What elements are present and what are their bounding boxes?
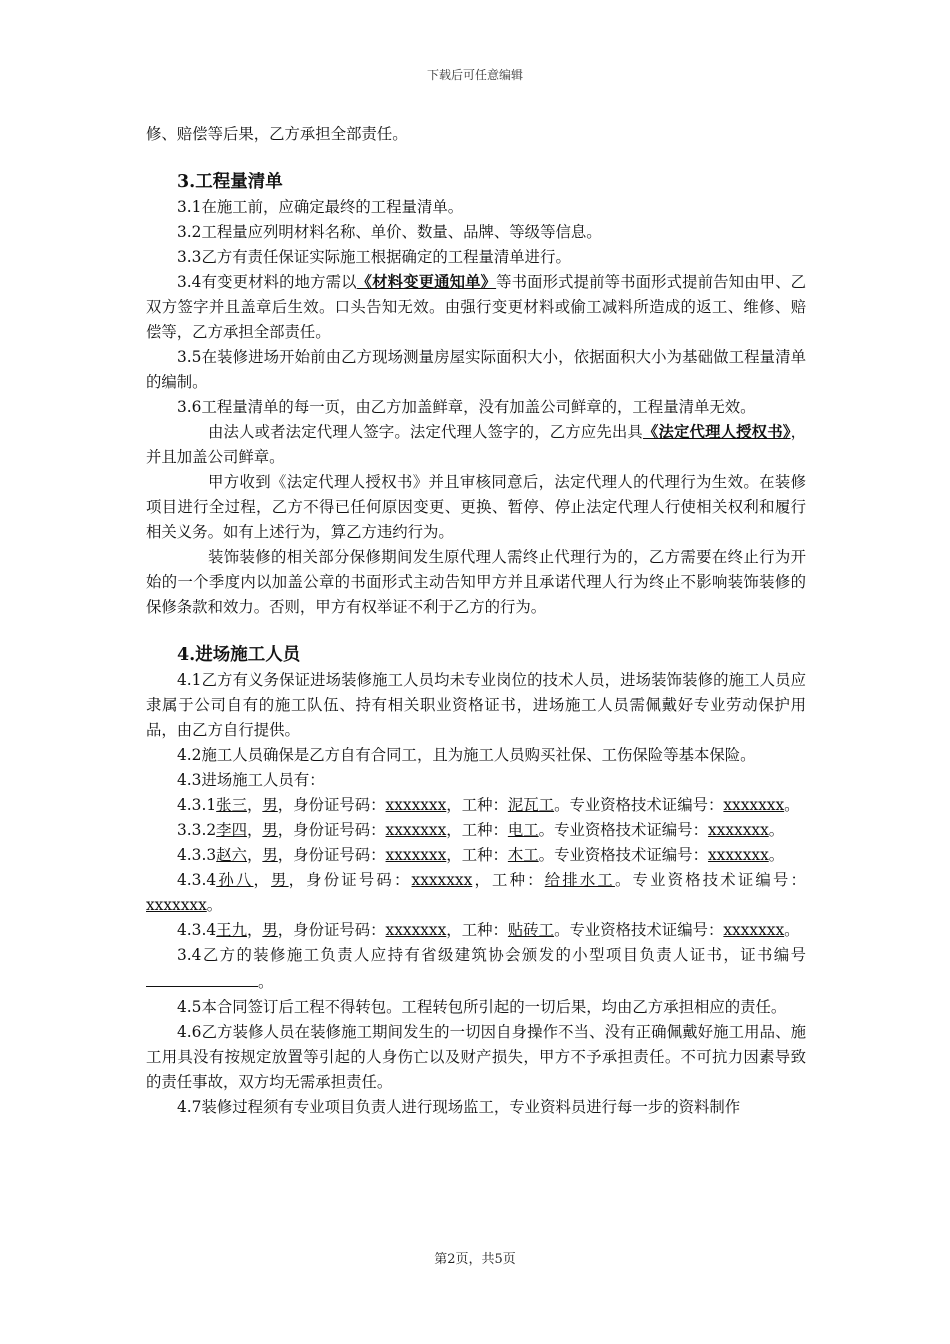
worker-gender: 男 [271,871,289,889]
separator: ， [246,821,263,839]
trade-label: ，工种： [446,796,508,814]
clause-4-6: 4.6乙方装修人员在装修施工期间发生的一切因自身操作不当、没有正确佩戴好施工用品、施工用具没有按规定放置等引起的人身伤亡以及财产损失，甲方不予承担责任。不可抗力因素导致的责任事故，双方均无需承担责任。 [146,1023,806,1091]
trade-label: ，工种： [472,871,545,889]
worker-number: 3.3.2 [177,821,217,839]
worker-gender: 男 [262,846,278,864]
page-header: 下载后可任意编辑 [426,68,523,82]
worker-trade: 贴砖工 [507,921,555,939]
clause-3-6-warranty: 装饰装修的相关部分保修期间发生原代理人需终止代理行为的，乙方需要在终止行为开始的一个季度内以加盖公章的书面形式主动告知甲方并且承诺代理人行为终止不影响装饰装修的保修条款和效力。否则，甲方有权举证不利于乙方的行为。 [146,548,806,616]
worker-number: 4.3.1 [177,796,217,814]
period: 。 [768,821,785,839]
worker-id-number: xxxxxxx [385,821,447,839]
clause-3-5: 3.5在装修进场开始前由乙方现场测量房屋实际面积大小，依据面积大小为基础做工程量清单的编制。 [146,348,806,391]
worker-id-number: xxxxxxx [385,846,447,864]
worker-number: 4.3.4 [177,921,217,939]
authorization-letter-ref: 《法定代理人授权书》 [642,423,791,441]
spacer [146,620,806,643]
period: 。 [258,973,274,991]
clause-4-5: 4.5本合同签订后工程不得转包。工程转包所引起的一切后果，均由乙方承担相应的责任。 [177,998,787,1016]
signature-text-b: ，并且加盖公司鲜章。 [146,423,806,466]
clause-3-6-signature [146,420,806,470]
worker-number: 4.3.4 [177,871,217,889]
trade-label: ，工种： [446,821,508,839]
worker-entry [146,843,806,868]
trade-label: ，工种： [446,846,508,864]
worker-cert-number: xxxxxxx [146,896,207,914]
clause-4-3: 4.3进场施工人员有： [177,771,325,789]
clause-3-2: 3.2工程量应列明材料名称、单价、数量、品牌、等级等信息。 [177,223,602,241]
document-body [146,122,806,1120]
worker-trade: 电工 [507,821,539,839]
worker-name: 王九 [216,921,247,939]
cert-label: 。专业资格技术证编号： [554,921,724,939]
worker-gender: 男 [262,921,278,939]
clause-3-4-text-b: 等书面形式提前等书面形式提前告知由甲、乙双方签字并且盖章后生效。口头告知无效。由强行变更材料或偷工减料所造成的返工、维修、赔偿等，乙方承担全部责任。 [146,273,806,341]
clause-3-6: 3.6工程量清单的每一页，由乙方加盖鲜章，没有加盖公司鲜章的，工程量清单无效。 [177,398,756,416]
cert-label: 。专业资格技术证编号： [538,846,708,864]
material-change-notice-ref: 《材料变更通知单》 [356,273,497,291]
worker-entry [146,868,806,918]
worker-entry [146,793,806,818]
paragraph-continuation: 修、赔偿等后果，乙方承担全部责任。 [146,125,408,143]
worker-id-number: xxxxxxx [385,796,447,814]
worker-id-number: xxxxxxx [385,921,447,939]
spacer [146,147,806,170]
separator: ， [253,871,272,889]
worker-trade: 木工 [507,846,539,864]
period: 。 [784,796,800,814]
separator: ， [246,796,263,814]
clause-4-1: 4.1乙方有义务保证进场装修施工人员均未专业岗位的技术人员，进场装饰装修的施工人员应隶属于公司自有的施工队伍、持有相关职业资格证书，进场施工人员需佩戴好专业劳动保护用品，由乙方自行提供。 [146,671,806,739]
separator: ， [246,921,263,939]
worker-cert-number: xxxxxxx [707,821,769,839]
period: 。 [206,896,223,914]
clause-4-2: 4.2施工人员确保是乙方自有合同工，且为施工人员购买社保、工伤保险等基本保险。 [177,746,756,764]
worker-entry [146,818,806,843]
worker-entry [146,918,806,943]
clause-3-1: 3.1在施工前，应确定最终的工程量清单。 [177,198,464,216]
id-label: ，身份证号码： [288,871,412,889]
signature-text-a: 由法人或者法定代理人签字。法定代理人签字的，乙方应先出具 [208,423,643,441]
worker-name: 赵六 [216,846,247,864]
worker-cert-number: xxxxxxx [723,796,785,814]
worker-cert-number: xxxxxxx [707,846,769,864]
clause-4-7: 4.7装修过程须有专业项目负责人进行现场监工，专业资料员进行每一步的资料制作 [177,1098,741,1116]
worker-cert-number: xxxxxxx [723,921,785,939]
id-label: ，身份证号码： [277,821,386,839]
worker-trade: 泥瓦工 [507,796,555,814]
worker-gender: 男 [262,796,278,814]
clause-3-4-supervisor [146,943,806,995]
section-heading-4: 4.进场施工人员 [177,645,301,665]
section-heading-3: 3.工程量清单 [177,172,283,192]
cert-label: 。专业资格技术证编号： [554,796,724,814]
cert-label: 。专业资格技术证编号： [614,871,806,889]
worker-id-number: xxxxxxx [411,871,473,889]
trade-label: ，工种： [446,921,508,939]
period: 。 [784,921,800,939]
worker-trade: 给排水工 [544,871,615,889]
worker-gender: 男 [262,821,278,839]
clause-3-6-authorization: 甲方收到《法定代理人授权书》并且审核同意后，法定代理人的代理行为生效。在装修项目进行全过程，乙方不得已任何原因变更、更换、暂停、停止法定代理人行使相关权利和履行相关义务。如有上述行为，算乙方违约行为。 [146,473,806,541]
clause-3-3: 3.3乙方有责任保证实际施工根据确定的工程量清单进行。 [177,248,571,266]
cert-number-blank [146,968,258,987]
worker-name: 张三 [216,796,247,814]
worker-name: 李四 [216,821,247,839]
clause-3-4-text-a: 3.4有变更材料的地方需以 [177,273,357,291]
period: 。 [768,846,785,864]
worker-name: 孙八 [216,871,254,889]
cert-label: 。专业资格技术证编号： [538,821,708,839]
worker-number: 4.3.3 [177,846,217,864]
id-label: ，身份证号码： [277,921,386,939]
clause-3-4 [146,270,806,345]
supervisor-cert-text: 3.4乙方的装修施工负责人应持有省级建筑协会颁发的小型项目负责人证书，证书编号 [177,946,806,964]
page-footer: 第2页，共5页 [434,1252,516,1267]
id-label: ，身份证号码： [277,796,386,814]
id-label: ，身份证号码： [277,846,386,864]
separator: ， [246,846,263,864]
